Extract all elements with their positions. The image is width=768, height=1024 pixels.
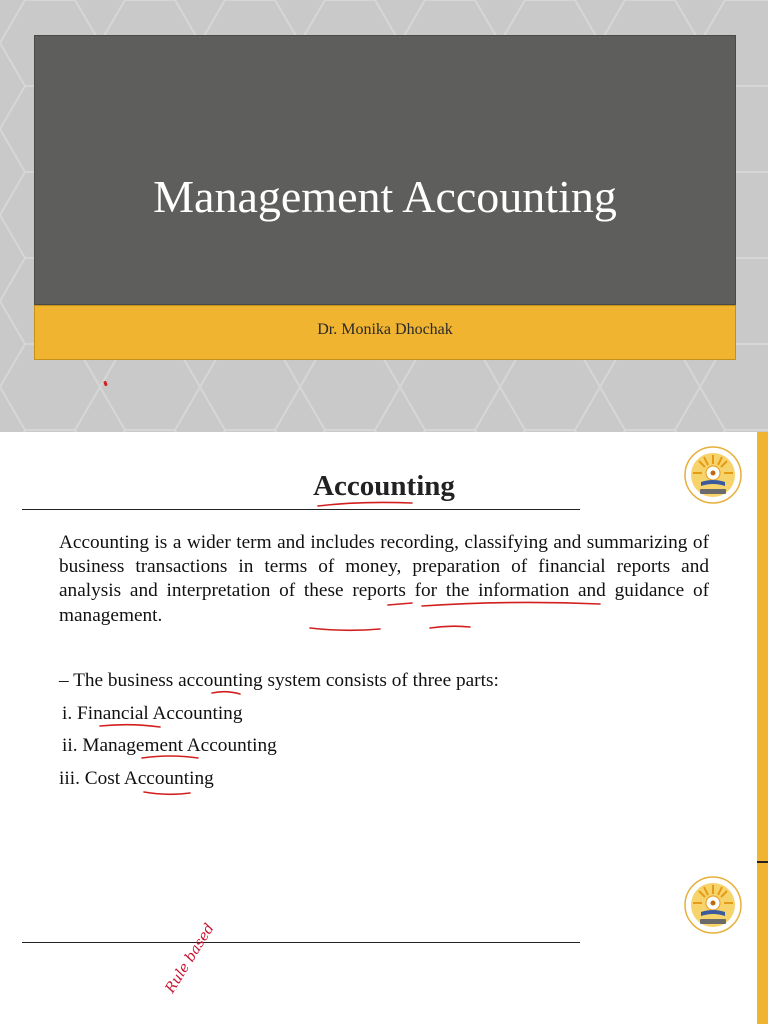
- slide-title: Management Accounting: [153, 171, 617, 222]
- title-box: [34, 35, 736, 305]
- slide-heading: Accounting: [313, 470, 455, 502]
- heading-rule: [22, 509, 580, 510]
- sidebar-divider: [757, 861, 768, 863]
- author-name: Dr. Monika Dhochak: [317, 321, 453, 338]
- list-item: i. Financial Accounting: [62, 703, 243, 724]
- bottom-rule: [22, 942, 580, 943]
- handwritten-underlines: [0, 432, 768, 1024]
- title-slide: [0, 0, 768, 432]
- university-seal-icon: [684, 876, 742, 934]
- content-slide: [0, 432, 768, 1024]
- definition-paragraph: Accounting is a wider term and includes recording, classifying and summarizing of business transactions in terms of money, preparation of financial reports and analysis and interpretation of these reports for the information and guidance of management.: [59, 532, 709, 626]
- list-item: ii. Management Accounting: [62, 735, 277, 756]
- subtitle-box: [34, 305, 736, 360]
- list-item: iii. Cost Accounting: [59, 768, 214, 789]
- list-intro: – The business accounting system consists of three parts:: [59, 670, 499, 691]
- accent-sidebar: [757, 432, 768, 1024]
- handwritten-note: Rule based: [162, 920, 218, 996]
